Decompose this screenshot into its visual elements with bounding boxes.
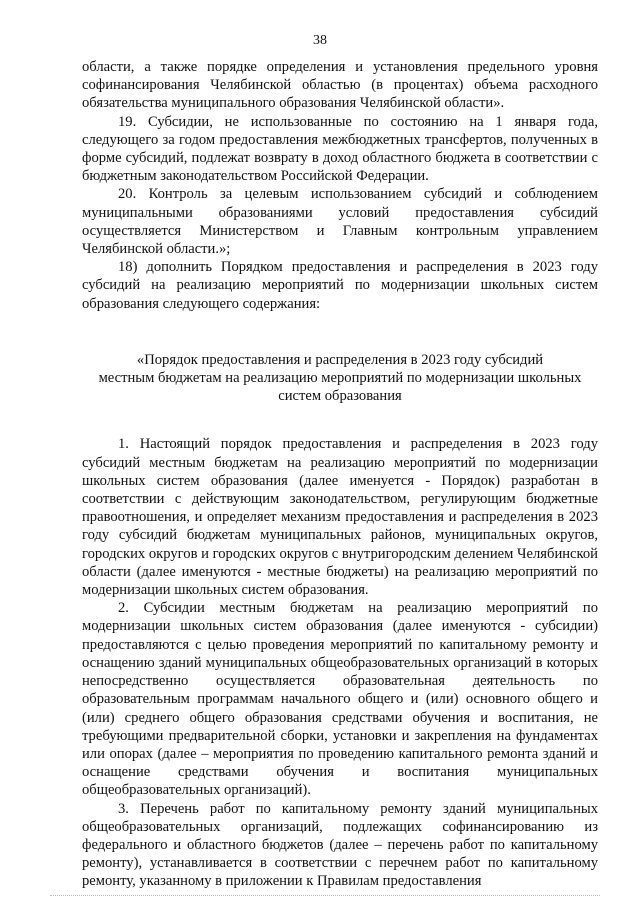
heading-line-2: местным бюджетам на реализацию мероприятий по модернизации школьных [98,370,582,387]
paragraph-item-3: 3. Перечень работ по капитальному ремонту зданий муниципальных общеобразовательных организаций, подлежащих софинансированию из федерального и областного бюджетов (далее – перечень работ по капитальному ремонту), устанавливается в соответствии с перечнем работ по капитальному ремонту, указанному в приложении к Правилам предоставления [82,800,598,890]
paragraph-continuation: области, а также порядке определения и установления предельного уровня софинансирования Челябинской областью (в процентах) объема расходного обязательства муниципального образования Челябинской области». [82,59,598,112]
paragraph-item-2: 2. Субсидии местным бюджетам на реализацию мероприятий по модернизации школьных систем образования (далее именуются - субсидии) предоставляются с целью проведения мероприятий по капитальному ремонту и оснащению зданий муниципальных общеобразовательных организаций в которых непосредственно осуществляется образовательная деятельность по образовательным программам начального общего и (или) основного общего и (или) среднего общего образования средствами обучения и воспитания, не требующими предварительной сборки, установки и закрепления на фундаментах или опорах (далее – мероприятия по проведению капитального ремонта зданий и оснащение средствами обучения и воспитания муниципальных общеобразовательных организаций). [82,600,598,799]
heading-line-1: «Порядок предоставления и распределения в 2023 году субсидий [136,351,544,368]
heading-line-3: систем образования [278,388,402,405]
paragraph-amendment-18: 18) дополнить Порядком предоставления и распределения в 2023 году субсидий на реализацию мероприятий по модернизации школьных систем образования следующего содержания: [82,259,598,312]
paragraph-item-1: 1. Настоящий порядок предоставления и распределения в 2023 году субсидий местным бюджетам на реализацию мероприятий по модернизации школьных систем образования (далее именуется - Порядок) разработан в соответствии с действующим законодательством, регулирующим бюджетные правоотношения, и определяет механизм предоставления и распределения в 2023 году субсидий бюджетам муниципальных районов, муниципальных округов, городских округов и городских округов с внутригородским делением Челябинской области (далее именуются - местные бюджеты) на реализацию мероприятий по модернизации школьных систем образования. [82,436,598,599]
section-heading [82,351,598,406]
paragraph-item-20: 20. Контроль за целевым использованием субсидий и соблюдением муниципальными образованиями условий предоставления субсидий осуществляется Министерством и Главным контрольным управлением Челябинской области.»; [82,186,598,258]
page-bottom-divider [50,895,600,896]
page-number: 38 [313,33,327,48]
paragraph-item-19: 19. Субсидии, не использованные по состоянию на 1 января года, следующего за годом предоставления межбюджетных трансфертов, полученных в форме субсидий, подлежат возврату в доход областного бюджета в соответствии с бюджетным законодательством Российской Федерации. [82,113,598,185]
document-body [82,58,598,891]
